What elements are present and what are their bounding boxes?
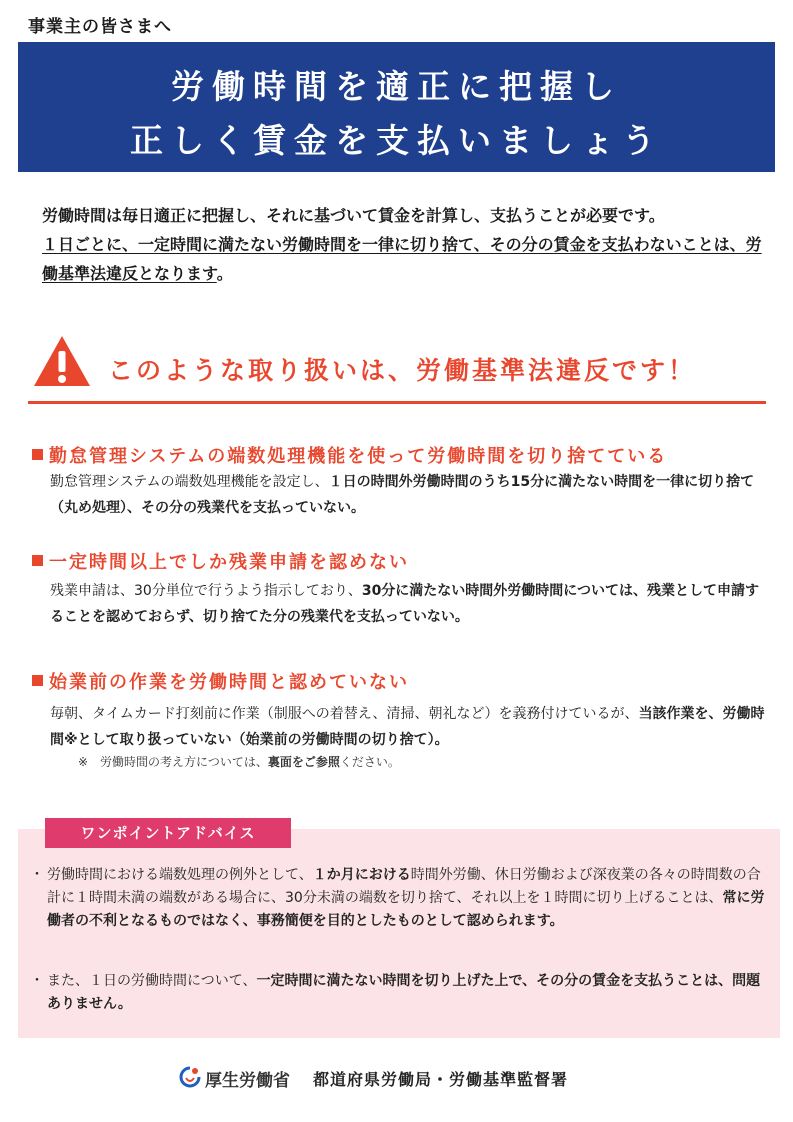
square-bullet-icon [32, 555, 43, 566]
advice-tag: ワンポイントアドバイス [45, 818, 291, 848]
section-title-2-text: 一定時間以上でしか残業申請を認めない [49, 552, 409, 573]
advice-bullet-2 [30, 970, 772, 1016]
advice-bullet-1-text-b: 時間外労働、休日労働および深夜業の各々の時間数の合計に１時間未満の端数がある場合に、30分未満の端数を切り捨て、それ以上を１時間に切り上げることは、 [47, 867, 761, 906]
advice-bullet-1 [30, 864, 772, 933]
section-body-1-text: 勤怠管理システムの端数処理機能を設定し、 [50, 474, 329, 490]
intro-period: 。 [216, 264, 233, 283]
title-banner [18, 42, 775, 172]
bullet-dot: ・ [30, 867, 44, 883]
section-title-2 [32, 548, 409, 574]
warning-title: このような取り扱いは、労働基準法違反です！ [108, 356, 697, 385]
section-body-2 [50, 578, 765, 630]
warning-divider [28, 401, 766, 404]
advice-bullet-1-bold-a: １か月における [312, 867, 411, 883]
square-bullet-icon [32, 675, 43, 686]
section-body-1 [50, 469, 765, 521]
advice-bullet-2-text: また、１日の労働時間について、 [47, 973, 257, 989]
banner-title-line2: 正しく賃金を支払いましょう [130, 121, 663, 160]
addressee-heading: 事業主の皆さまへ [28, 17, 172, 37]
advice-bullet-1-bold-b: 常に労働者の不利となるものではなく、事務簡便を目的としたものとして認められます。 [47, 890, 765, 929]
section-body-1-bold: １日の時間外労働時間のうち15分に満たない時間を一律に切り捨て（丸め処理）、その分の残業代を支払っていない。 [50, 474, 755, 516]
section-body-2-bold: 30分に満たない時間外労働時間については、残業として申請することを認めておらず、切り捨てた分の残業代を支払っていない。 [50, 583, 760, 625]
advice-bullet-2-bold: 一定時間に満たない時間を切り上げた上で、その分の賃金を支払うことは、問題ありません。 [47, 973, 761, 1012]
intro-underlined-text: １日ごとに、一定時間に満たない労働時間を一律に切り捨て、その分の賃金を支払わないことは、労働基準法違反となります [42, 235, 762, 283]
ministry-logo-icon [179, 1066, 201, 1088]
square-bullet-icon [32, 449, 43, 460]
banner-title-line1: 労働時間を適正に把握し [171, 67, 622, 106]
section-title-1 [32, 442, 667, 468]
section-title-1-text: 勤怠管理システムの端数処理機能を使って労働時間を切り捨てている [49, 446, 668, 467]
ministry-name: 厚生労働省 [205, 1071, 290, 1091]
section-title-3-text: 始業前の作業を労働時間と認めていない [49, 672, 409, 693]
section-body-3-text: 毎朝、タイムカード打刻前に作業（制服への着替え、清掃、朝礼など）を義務付けているが、 [50, 706, 639, 722]
footnote-text: ※ 労働時間の考え方については、 [78, 755, 268, 769]
section-body-2-text: 残業申請は、30分単位で行うよう指示しており、 [50, 583, 362, 599]
footnote-text-end: ください。 [339, 755, 400, 769]
footnote-bold: 裏面をご参照 [267, 755, 340, 769]
bullet-dot: ・ [30, 973, 44, 989]
section-body-3 [50, 701, 765, 753]
section-body-3-bold: 当該作業を、労働時間※として取り扱っていない（始業前の労働時間の切り捨て）。 [50, 706, 765, 748]
intro-text: 労働時間は毎日適正に把握し、それに基づいて賃金を計算し、支払うことが必要です。 [42, 206, 665, 225]
advice-bullet-1-text-a: 労働時間における端数処理の例外として、 [47, 867, 313, 883]
footnote [78, 753, 400, 770]
warning-triangle-icon [32, 334, 92, 388]
bureau-name: 都道府県労働局・労働基準監督署 [313, 1070, 569, 1089]
intro-paragraph [42, 201, 762, 288]
section-title-3 [32, 668, 409, 694]
